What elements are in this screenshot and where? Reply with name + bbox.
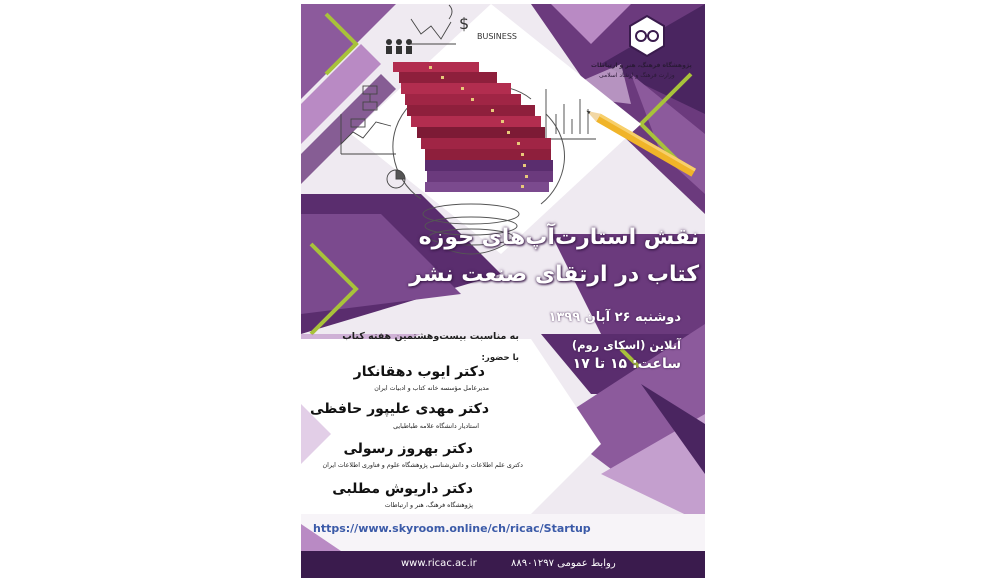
skyroom-link[interactable]: https://www.skyroom.online/ch/ricac/Startup [313,522,591,535]
logo-line-2: وزارت فرهنگ و ارشاد اسلامی [599,72,675,79]
phone-number: روابط عمومی ۸۸۹۰۱۲۹۷ [511,558,616,569]
business-label: BUSINESS [477,32,517,41]
speaker-role: مدیرعامل مؤسسه خانه کتاب و ادبیات ایران [374,385,489,392]
speaker-role: پژوهشگاه فرهنگ، هنر و ارتباطات [384,502,473,509]
speaker-name: دکتر داریوش مطلبی [332,481,473,497]
event-poster [301,4,705,578]
logo-line-1: پژوهشگاه فرهنگ، هنر و ارتباطات [591,62,692,69]
svg-text:$: $ [459,14,470,33]
speaker-role: دکتری علم اطلاعات و دانش‌شناسی پژوهشگاه علوم و فناوری اطلاعات ایران [322,462,523,469]
event-mode: آنلاین (اسکای روم) [571,338,681,352]
event-date: دوشنبه ۲۶ آبان ۱۳۹۹ [548,310,681,325]
speaker-name: دکتر بهروز رسولی [343,441,473,457]
speaker-name: دکتر ایوب دهقانکار [353,364,485,380]
with-label: با حضور: [481,353,519,363]
event-title-line-2: کتاب در ارتقای صنعت نشر [409,262,699,287]
occasion-text: به مناسبت بیست‌وهشتمین هفته کتاب [342,331,519,342]
event-time: ساعت: ۱۵ تا ۱۷ [572,356,681,372]
speaker-name: دکتر مهدی علیپور حافظی [309,401,489,417]
website-link[interactable]: www.ricac.ac.ir [401,558,477,569]
speaker-role: استادیار دانشگاه علامه طباطبایی [393,423,479,430]
event-title-line-1: نقش استارت‌آپ‌های حوزه [418,225,699,250]
footer-bar [301,551,705,578]
